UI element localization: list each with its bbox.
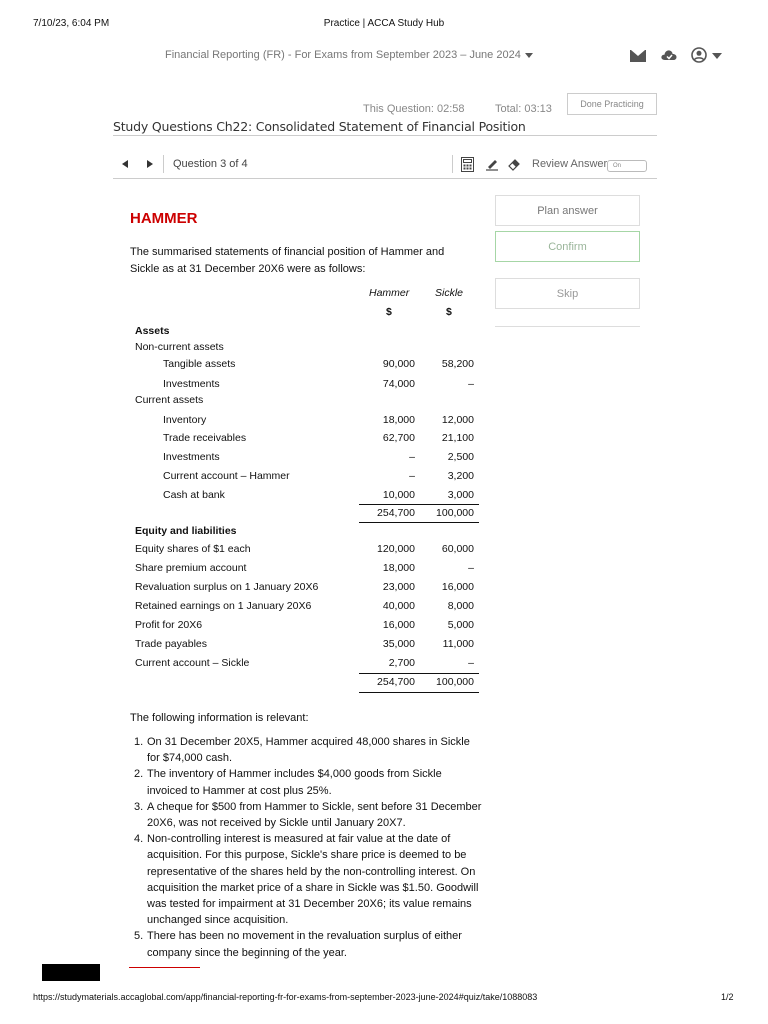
list-item: [134, 766, 484, 798]
row-label: Investments: [163, 451, 220, 463]
list-text: A cheque for $500 from Hammer to Sickle, sent before 31 December 20X6, was not received by Sickle until January 20X7.: [147, 800, 482, 830]
highlighter-icon[interactable]: [485, 157, 499, 171]
bottom-total-rule: [359, 522, 479, 523]
print-url: https://studymaterials.accaglobal.com/app/financial-reporting-fr-for-exams-from-september-2023-june-2024#quiz/take/1088083: [33, 992, 538, 1002]
sickle-value: –: [468, 562, 474, 574]
cloud-icon[interactable]: [661, 48, 677, 62]
row-label: Equity shares of $1 each: [135, 543, 251, 555]
hammer-value: 18,000: [382, 414, 415, 426]
caret-down-icon: [525, 53, 533, 58]
top-total-rule: [359, 673, 479, 674]
page-title: Study Questions Ch22: Consolidated Statement of Financial Position: [113, 119, 526, 134]
done-practicing-button[interactable]: Done Practicing: [567, 93, 657, 115]
hammer-value: 254,700: [377, 676, 415, 688]
sickle-value: 100,000: [436, 507, 474, 519]
list-number: 3.: [134, 800, 144, 813]
skip-button[interactable]: Skip: [495, 278, 640, 309]
row-label: Revaluation surplus on 1 January 20X6: [135, 581, 319, 593]
sickle-value: –: [468, 378, 474, 390]
hammer-value: 18,000: [382, 562, 415, 574]
hammer-value: –: [409, 451, 415, 463]
hammer-value: 35,000: [382, 638, 415, 650]
review-answer-toggle[interactable]: On: [607, 160, 647, 172]
question-timer: This Question: 02:58: [363, 103, 465, 115]
total-timer: Total: 03:13: [495, 103, 552, 115]
divider: [452, 155, 453, 173]
row-label: Current assets: [135, 394, 204, 406]
info-list: [134, 734, 484, 961]
row-label: Profit for 20X6: [135, 619, 203, 631]
sickle-value: 3,200: [447, 470, 474, 482]
hammer-value: 2,700: [388, 657, 415, 669]
hammer-value: 74,000: [382, 378, 415, 390]
row-label: Trade payables: [135, 638, 207, 650]
question-counter: Question 3 of 4: [173, 158, 248, 170]
hammer-value: 90,000: [382, 358, 415, 370]
row-label: Current account – Hammer: [163, 470, 290, 482]
hammer-value: 254,700: [377, 507, 415, 519]
sickle-value: –: [468, 657, 474, 669]
list-number: 1.: [134, 736, 144, 748]
row-label: Investments: [163, 378, 220, 390]
calculator-icon[interactable]: [461, 157, 474, 172]
print-datetime: 7/10/23, 6:04 PM: [33, 18, 110, 29]
question-heading: HAMMER: [130, 210, 198, 227]
hammer-value: 120,000: [377, 543, 415, 555]
redaction-block: [42, 964, 100, 981]
sickle-value: 21,100: [441, 432, 474, 444]
plan-answer-button[interactable]: Plan answer: [495, 195, 640, 226]
row-label: Equity and liabilities: [135, 525, 237, 537]
row-label: Assets: [135, 325, 170, 337]
divider: [129, 967, 200, 968]
hammer-value: –: [409, 470, 415, 482]
row-label: Non-current assets: [135, 341, 224, 353]
sickle-value: 2,500: [447, 451, 474, 463]
row-label: Tangible assets: [163, 358, 236, 370]
hammer-value: 62,700: [382, 432, 415, 444]
list-item: [134, 928, 484, 960]
list-text: On 31 December 20X5, Hammer acquired 48,000 shares in Sickle for $74,000 cash.: [147, 736, 470, 765]
list-text: The inventory of Hammer includes $4,000 goods from Sickle invoiced to Hammer at cost plus 25%.: [147, 768, 442, 797]
question-intro: The summarised statements of financial position of Hammer and Sickle as at 31 December 20X6 were as follows:: [130, 246, 445, 275]
row-label: Share premium account: [135, 562, 247, 574]
list-text: There has been no movement in the revaluation surplus of either company since the beginning of the year.: [147, 930, 462, 959]
sickle-value: 12,000: [441, 414, 474, 426]
top-total-rule: [359, 504, 479, 505]
list-number: 5.: [134, 930, 144, 943]
list-text: Non-controlling interest is measured at fair value at the date of acquisition. For this purpose, Sickle's share price is deemed to be representative of the shares held by the non-controlling interest. On acquisition the market price of a share in Sickle was $1.50. Goodwill was tested for impairment at 31 December 20X6; its value remains unchanged since acquisition.: [147, 833, 479, 927]
row-label: Retained earnings on 1 January 20X6: [135, 600, 312, 612]
hammer-value: 16,000: [382, 619, 415, 631]
row-label: Trade receivables: [163, 432, 247, 444]
sickle-value: 100,000: [436, 676, 474, 688]
sickle-value: 16,000: [441, 581, 474, 593]
hammer-value: 40,000: [382, 600, 415, 612]
print-page-number: 1/2: [721, 992, 734, 1002]
sickle-value: 8,000: [447, 600, 474, 612]
column-header-hammer: Hammer: [369, 287, 410, 299]
print-page-title: Practice | ACCA Study Hub: [323, 18, 445, 29]
row-label: Inventory: [163, 414, 207, 426]
sickle-value: 60,000: [441, 543, 474, 555]
confirm-button[interactable]: Confirm: [495, 231, 640, 262]
sickle-value: 11,000: [442, 638, 474, 650]
divider: [495, 326, 640, 327]
list-item: [134, 734, 484, 766]
list-number: 4.: [134, 833, 144, 846]
hammer-value: 10,000: [382, 489, 415, 501]
previous-question-icon[interactable]: [122, 160, 128, 168]
info-lead: The following information is relevant:: [130, 712, 309, 724]
column-header-sickle: Sickle: [435, 287, 464, 299]
divider: [113, 135, 657, 136]
list-item: [134, 831, 484, 928]
eraser-icon[interactable]: [507, 157, 521, 171]
course-selector[interactable]: [165, 49, 533, 61]
mail-icon[interactable]: [630, 50, 646, 62]
row-label: Cash at bank: [163, 489, 225, 501]
list-number: 2.: [134, 768, 144, 781]
sickle-value: 3,000: [447, 489, 474, 501]
list-item: [134, 799, 484, 831]
row-label: Current account – Sickle: [135, 657, 250, 669]
hammer-value: 23,000: [382, 581, 415, 593]
course-title: Financial Reporting (FR) - For Exams from September 2023 – June 2024: [165, 49, 521, 61]
divider: [113, 178, 657, 179]
sickle-value: 5,000: [447, 619, 474, 631]
divider: [163, 155, 164, 173]
next-question-icon[interactable]: [147, 160, 153, 168]
sickle-value: 58,200: [441, 358, 474, 370]
user-icon[interactable]: [691, 47, 707, 63]
review-answer-label: Review Answer: [532, 158, 608, 170]
column-unit-sickle: $: [446, 306, 452, 318]
column-unit-hammer: $: [386, 306, 392, 318]
bottom-total-rule: [359, 692, 479, 693]
chevron-down-icon[interactable]: [712, 53, 722, 59]
